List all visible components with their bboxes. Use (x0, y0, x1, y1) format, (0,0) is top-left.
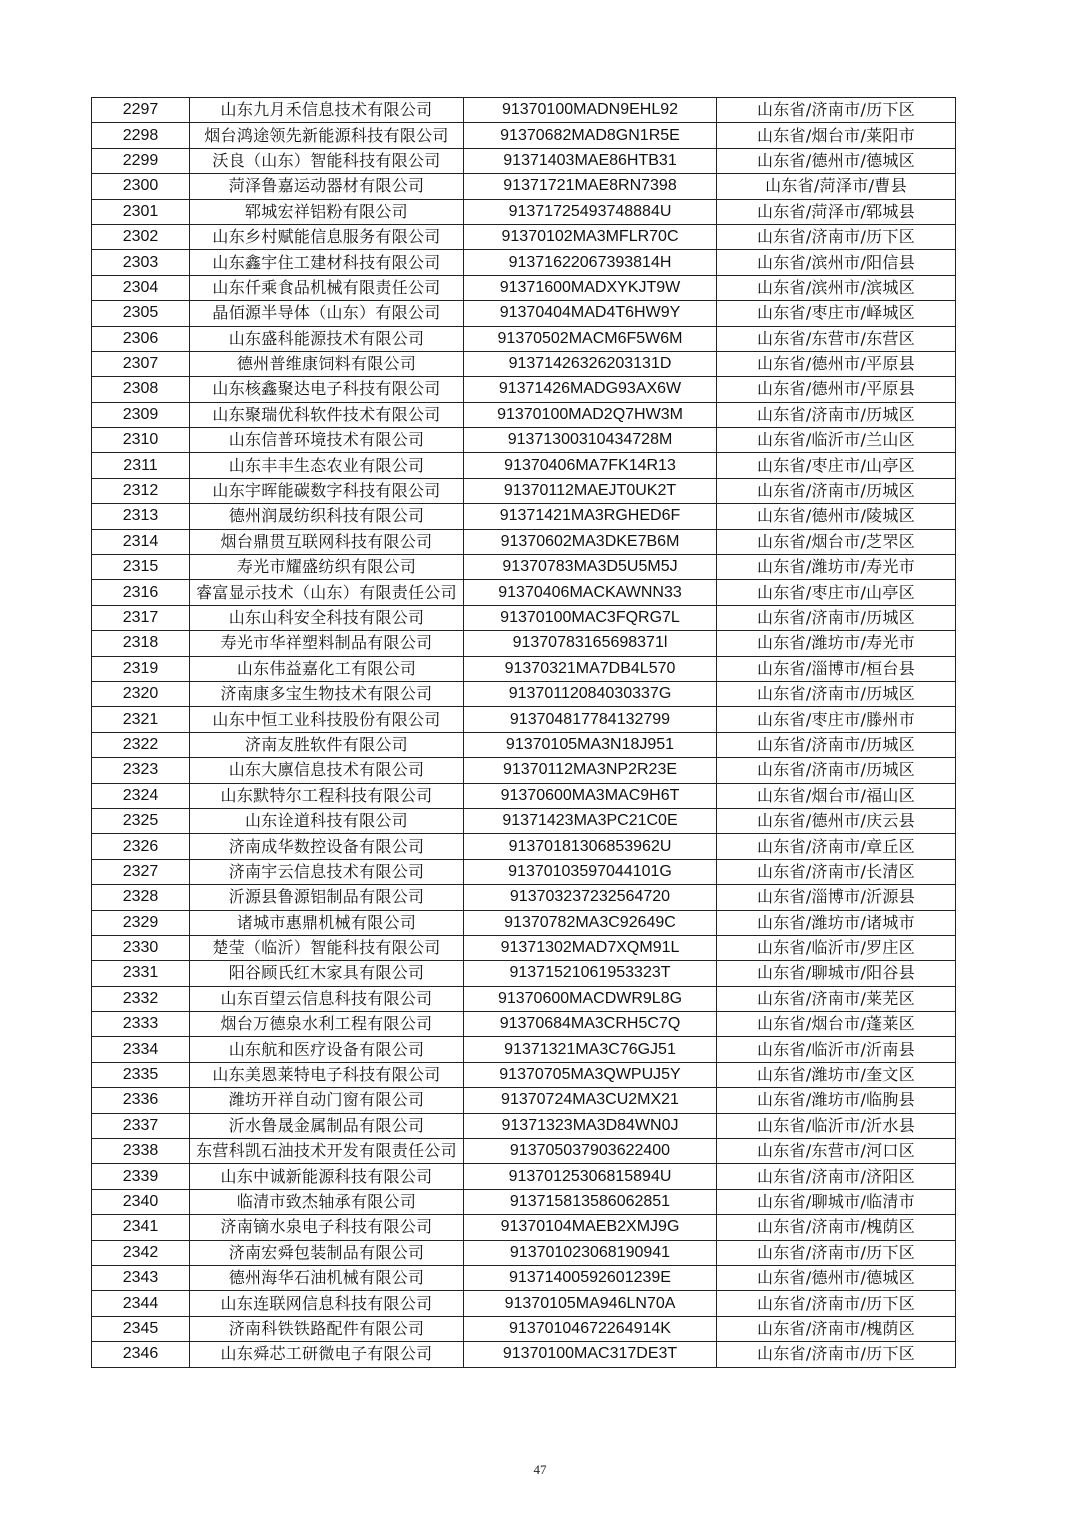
table-row (92, 1037, 956, 1062)
company-name: 济南康多宝生物技术有限公司 (190, 681, 464, 706)
table-row (92, 631, 956, 656)
company-name: 济南友胜软件有限公司 (190, 732, 464, 757)
region: 山东省/济南市/历城区 (717, 758, 956, 783)
table-row (92, 148, 956, 173)
row-number: 2304 (92, 275, 190, 300)
region: 山东省/德州市/陵城区 (717, 504, 956, 529)
company-name: 山东中诚新能源科技有限公司 (190, 1164, 464, 1189)
table-row (92, 478, 956, 503)
company-name: 山东伟益嘉化工有限公司 (190, 656, 464, 681)
table-row (92, 1189, 956, 1214)
table-row (92, 1265, 956, 1290)
table-row (92, 1139, 956, 1164)
region: 山东省/济南市/历下区 (717, 98, 956, 123)
company-name: 沂水鲁晟金属制品有限公司 (190, 1113, 464, 1138)
table-row (92, 1291, 956, 1316)
company-name: 山东仟乘食品机械有限责任公司 (190, 275, 464, 300)
credit-code: 913705037903622400 (464, 1139, 717, 1164)
row-number: 2335 (92, 1062, 190, 1087)
region: 山东省/德州市/庆云县 (717, 808, 956, 833)
row-number: 2315 (92, 555, 190, 580)
company-name: 山东默特尔工程科技有限公司 (190, 783, 464, 808)
region: 山东省/聊城市/阳谷县 (717, 961, 956, 986)
credit-code: 91370104672264914K (464, 1316, 717, 1341)
credit-code: 91371721MAE8RN7398 (464, 174, 717, 199)
region: 山东省/烟台市/莱阳市 (717, 123, 956, 148)
company-name: 沂源县鲁源铝制品有限公司 (190, 885, 464, 910)
region: 山东省/潍坊市/诸城市 (717, 910, 956, 935)
credit-code: 91371302MAD7XQM91L (464, 935, 717, 960)
region: 山东省/济南市/历下区 (717, 1291, 956, 1316)
credit-code: 91370684MA3CRH5C7Q (464, 1012, 717, 1037)
table-row (92, 1342, 956, 1367)
credit-code: 91371323MA3D84WN0J (464, 1113, 717, 1138)
row-number: 2327 (92, 859, 190, 884)
region: 山东省/德州市/平原县 (717, 351, 956, 376)
region: 山东省/潍坊市/寿光市 (717, 555, 956, 580)
credit-code: 91370181306853962U (464, 834, 717, 859)
company-name: 济南宇云信息技术有限公司 (190, 859, 464, 884)
table-row (92, 986, 956, 1011)
credit-code: 91370112084030337G (464, 681, 717, 706)
row-number: 2297 (92, 98, 190, 123)
row-number: 2339 (92, 1164, 190, 1189)
company-name: 山东山科安全科技有限公司 (190, 605, 464, 630)
table-row (92, 326, 956, 351)
table-row (92, 859, 956, 884)
row-number: 2344 (92, 1291, 190, 1316)
row-number: 2326 (92, 834, 190, 859)
region: 山东省/济南市/历下区 (717, 1342, 956, 1367)
table-row (92, 834, 956, 859)
region: 山东省/济南市/历城区 (717, 402, 956, 427)
credit-code: 91370406MA7FK14R13 (464, 453, 717, 478)
region: 山东省/济南市/历下区 (717, 1240, 956, 1265)
row-number: 2317 (92, 605, 190, 630)
region: 山东省/济南市/济阳区 (717, 1164, 956, 1189)
region: 山东省/菏泽市/曹县 (717, 174, 956, 199)
row-number: 2340 (92, 1189, 190, 1214)
company-name: 山东美恩莱特电子科技有限公司 (190, 1062, 464, 1087)
table-body (92, 98, 956, 1368)
row-number: 2342 (92, 1240, 190, 1265)
table-row (92, 504, 956, 529)
table-row (92, 250, 956, 275)
company-name: 山东盛科能源技术有限公司 (190, 326, 464, 351)
region: 山东省/临沂市/兰山区 (717, 428, 956, 453)
table-row (92, 351, 956, 376)
credit-code: 91370782MA3C92649C (464, 910, 717, 935)
table-row (92, 377, 956, 402)
row-number: 2303 (92, 250, 190, 275)
region: 山东省/济南市/历城区 (717, 605, 956, 630)
region: 山东省/枣庄市/山亭区 (717, 580, 956, 605)
row-number: 2338 (92, 1139, 190, 1164)
credit-code: 91370100MADN9EHL92 (464, 98, 717, 123)
company-name: 寿光市华祥塑料制品有限公司 (190, 631, 464, 656)
table-row (92, 758, 956, 783)
region: 山东省/淄博市/沂源县 (717, 885, 956, 910)
company-name: 山东中恒工业科技股份有限公司 (190, 707, 464, 732)
credit-code: 91371421MA3RGHED6F (464, 504, 717, 529)
row-number: 2310 (92, 428, 190, 453)
row-number: 2300 (92, 174, 190, 199)
company-name: 德州普维康饲料有限公司 (190, 351, 464, 376)
credit-code: 91371321MA3C76GJ51 (464, 1037, 717, 1062)
row-number: 2336 (92, 1088, 190, 1113)
region: 山东省/枣庄市/滕州市 (717, 707, 956, 732)
company-name: 菏泽鲁嘉运动器材有限公司 (190, 174, 464, 199)
region: 山东省/济南市/历城区 (717, 681, 956, 706)
credit-code: 91370104MAEB2XMJ9G (464, 1215, 717, 1240)
company-name: 山东百望云信息科技有限公司 (190, 986, 464, 1011)
row-number: 2308 (92, 377, 190, 402)
region: 山东省/烟台市/芝罘区 (717, 529, 956, 554)
company-list-table (91, 97, 956, 1368)
company-name: 山东鑫宇住工建材科技有限公司 (190, 250, 464, 275)
region: 山东省/济南市/槐荫区 (717, 1215, 956, 1240)
table-row (92, 1240, 956, 1265)
company-name: 楚莹（临沂）智能科技有限公司 (190, 935, 464, 960)
row-number: 2337 (92, 1113, 190, 1138)
company-name: 晶佰源半导体（山东）有限公司 (190, 301, 464, 326)
company-name: 寿光市耀盛纺织有限公司 (190, 555, 464, 580)
row-number: 2330 (92, 935, 190, 960)
credit-code: 91371426326203131D (464, 351, 717, 376)
company-name: 山东航和医疗设备有限公司 (190, 1037, 464, 1062)
credit-code: 913704817784132799 (464, 707, 717, 732)
company-name: 烟台鼎贯互联网科技有限公司 (190, 529, 464, 554)
row-number: 2318 (92, 631, 190, 656)
table-row (92, 1088, 956, 1113)
credit-code: 91371403MAE86HTB31 (464, 148, 717, 173)
company-name: 济南镝水泉电子科技有限公司 (190, 1215, 464, 1240)
company-name: 济南宏舜包装制品有限公司 (190, 1240, 464, 1265)
company-name: 临清市致杰轴承有限公司 (190, 1189, 464, 1214)
company-name: 潍坊开祥自动门窗有限公司 (190, 1088, 464, 1113)
table-row (92, 1215, 956, 1240)
company-name: 郓城宏祥铝粉有限公司 (190, 199, 464, 224)
table-row (92, 453, 956, 478)
credit-code: 91370682MAD8GN1R5E (464, 123, 717, 148)
credit-code: 91370103597044101G (464, 859, 717, 884)
row-number: 2309 (92, 402, 190, 427)
company-name: 诸城市惠鼎机械有限公司 (190, 910, 464, 935)
row-number: 2343 (92, 1265, 190, 1290)
row-number: 2311 (92, 453, 190, 478)
credit-code: 91371400592601239E (464, 1265, 717, 1290)
row-number: 2331 (92, 961, 190, 986)
credit-code: 91370321MA7DB4L570 (464, 656, 717, 681)
credit-code: 91371300310434728M (464, 428, 717, 453)
credit-code: 91370783MA3D5U5M5J (464, 555, 717, 580)
table-row (92, 808, 956, 833)
row-number: 2301 (92, 199, 190, 224)
credit-code: 91370112MA3NP2R23E (464, 758, 717, 783)
table-row (92, 1113, 956, 1138)
row-number: 2306 (92, 326, 190, 351)
region: 山东省/枣庄市/山亭区 (717, 453, 956, 478)
region: 山东省/烟台市/蓬莱区 (717, 1012, 956, 1037)
region: 山东省/潍坊市/临朐县 (717, 1088, 956, 1113)
table-row (92, 910, 956, 935)
page-number: 47 (533, 1462, 547, 1477)
company-name: 山东宇晖能碳数字科技有限公司 (190, 478, 464, 503)
credit-code: 91371423MA3PC21C0E (464, 808, 717, 833)
table-row (92, 681, 956, 706)
credit-code: 91370783165698371l (464, 631, 717, 656)
table-row (92, 580, 956, 605)
credit-code: 91370105MA946LN70A (464, 1291, 717, 1316)
table-row (92, 555, 956, 580)
region: 山东省/东营市/河口区 (717, 1139, 956, 1164)
credit-code: 91370105MA3N18J951 (464, 732, 717, 757)
company-name: 阳谷顾氏红木家具有限公司 (190, 961, 464, 986)
company-name: 山东大廪信息技术有限公司 (190, 758, 464, 783)
company-name: 山东聚瑞优科软件技术有限公司 (190, 402, 464, 427)
company-name: 沃良（山东）智能科技有限公司 (190, 148, 464, 173)
row-number: 2320 (92, 681, 190, 706)
company-name: 山东丰丰生态农业有限公司 (190, 453, 464, 478)
company-name: 德州海华石油机械有限公司 (190, 1265, 464, 1290)
table-row (92, 224, 956, 249)
region: 山东省/东营市/东营区 (717, 326, 956, 351)
row-number: 2313 (92, 504, 190, 529)
table-row (92, 402, 956, 427)
region: 山东省/济南市/槐荫区 (717, 1316, 956, 1341)
company-name: 烟台万德泉水利工程有限公司 (190, 1012, 464, 1037)
region: 山东省/德州市/平原县 (717, 377, 956, 402)
row-number: 2323 (92, 758, 190, 783)
row-number: 2329 (92, 910, 190, 935)
company-name: 睿富显示技术（山东）有限责任公司 (190, 580, 464, 605)
credit-code: 91371426MADG93AX6W (464, 377, 717, 402)
table-row (92, 123, 956, 148)
company-name: 山东核鑫聚达电子科技有限公司 (190, 377, 464, 402)
company-name: 山东诠道科技有限公司 (190, 808, 464, 833)
region: 山东省/聊城市/临清市 (717, 1189, 956, 1214)
table-row (92, 529, 956, 554)
region: 山东省/临沂市/罗庄区 (717, 935, 956, 960)
row-number: 2325 (92, 808, 190, 833)
region: 山东省/潍坊市/奎文区 (717, 1062, 956, 1087)
credit-code: 91371725493748884U (464, 199, 717, 224)
credit-code: 91371521061953323T (464, 961, 717, 986)
company-name: 山东九月禾信息技术有限公司 (190, 98, 464, 123)
credit-code: 91370112MAEJT0UK2T (464, 478, 717, 503)
table-row (92, 885, 956, 910)
region: 山东省/济南市/历下区 (717, 224, 956, 249)
row-number: 2305 (92, 301, 190, 326)
credit-code: 91370404MAD4T6HW9Y (464, 301, 717, 326)
credit-code: 91371600MADXYKJT9W (464, 275, 717, 300)
row-number: 2346 (92, 1342, 190, 1367)
credit-code: 91370102MA3MFLR70C (464, 224, 717, 249)
table-row (92, 1062, 956, 1087)
company-name: 山东连联网信息科技有限公司 (190, 1291, 464, 1316)
credit-code: 913703237232564720 (464, 885, 717, 910)
region: 山东省/枣庄市/峄城区 (717, 301, 956, 326)
table-row (92, 199, 956, 224)
row-number: 2307 (92, 351, 190, 376)
credit-code: 91370502MACM6F5W6M (464, 326, 717, 351)
table-row (92, 1316, 956, 1341)
row-number: 2332 (92, 986, 190, 1011)
row-number: 2334 (92, 1037, 190, 1062)
credit-code: 91371622067393814H (464, 250, 717, 275)
region: 山东省/济南市/莱芜区 (717, 986, 956, 1011)
credit-code: 913701023068190941 (464, 1240, 717, 1265)
row-number: 2298 (92, 123, 190, 148)
table-row (92, 707, 956, 732)
credit-code: 91370100MAD2Q7HW3M (464, 402, 717, 427)
table-row (92, 301, 956, 326)
table-row (92, 98, 956, 123)
table-row (92, 783, 956, 808)
region: 山东省/德州市/德城区 (717, 1265, 956, 1290)
credit-code: 91370406MACKAWNN33 (464, 580, 717, 605)
credit-code: 91370600MA3MAC9H6T (464, 783, 717, 808)
credit-code: 91370602MA3DKE7B6M (464, 529, 717, 554)
table-row (92, 961, 956, 986)
company-name: 济南科铁铁路配件有限公司 (190, 1316, 464, 1341)
table-row (92, 275, 956, 300)
row-number: 2345 (92, 1316, 190, 1341)
row-number: 2314 (92, 529, 190, 554)
table-row (92, 1164, 956, 1189)
credit-code: 91370600MACDWR9L8G (464, 986, 717, 1011)
credit-code: 91370100MAC3FQRG7L (464, 605, 717, 630)
company-name: 济南成华数控设备有限公司 (190, 834, 464, 859)
credit-code: 913715813586062851 (464, 1189, 717, 1214)
region: 山东省/临沂市/沂水县 (717, 1113, 956, 1138)
region: 山东省/滨州市/滨城区 (717, 275, 956, 300)
table-row (92, 605, 956, 630)
region: 山东省/潍坊市/寿光市 (717, 631, 956, 656)
region: 山东省/济南市/历城区 (717, 478, 956, 503)
table-row (92, 428, 956, 453)
company-name: 东营科凯石油技术开发有限责任公司 (190, 1139, 464, 1164)
table-row (92, 1012, 956, 1037)
table-row (92, 656, 956, 681)
region: 山东省/济南市/章丘区 (717, 834, 956, 859)
table-row (92, 174, 956, 199)
row-number: 2324 (92, 783, 190, 808)
region: 山东省/临沂市/沂南县 (717, 1037, 956, 1062)
row-number: 2299 (92, 148, 190, 173)
company-name: 烟台鸿途领先新能源科技有限公司 (190, 123, 464, 148)
region: 山东省/菏泽市/郓城县 (717, 199, 956, 224)
region: 山东省/德州市/德城区 (717, 148, 956, 173)
row-number: 2319 (92, 656, 190, 681)
table-row (92, 935, 956, 960)
row-number: 2321 (92, 707, 190, 732)
region: 山东省/烟台市/福山区 (717, 783, 956, 808)
row-number: 2302 (92, 224, 190, 249)
row-number: 2312 (92, 478, 190, 503)
row-number: 2316 (92, 580, 190, 605)
region: 山东省/滨州市/阳信县 (717, 250, 956, 275)
row-number: 2333 (92, 1012, 190, 1037)
row-number: 2322 (92, 732, 190, 757)
row-number: 2341 (92, 1215, 190, 1240)
credit-code: 91370125306815894U (464, 1164, 717, 1189)
region: 山东省/淄博市/桓台县 (717, 656, 956, 681)
company-name: 山东舜芯工研微电子有限公司 (190, 1342, 464, 1367)
company-name: 山东乡村赋能信息服务有限公司 (190, 224, 464, 249)
row-number: 2328 (92, 885, 190, 910)
company-name: 山东信普环境技术有限公司 (190, 428, 464, 453)
region: 山东省/济南市/长清区 (717, 859, 956, 884)
credit-code: 91370724MA3CU2MX21 (464, 1088, 717, 1113)
credit-code: 91370100MAC317DE3T (464, 1342, 717, 1367)
table-row (92, 732, 956, 757)
region: 山东省/济南市/历城区 (717, 732, 956, 757)
credit-code: 91370705MA3QWPUJ5Y (464, 1062, 717, 1087)
company-name: 德州润晟纺织科技有限公司 (190, 504, 464, 529)
